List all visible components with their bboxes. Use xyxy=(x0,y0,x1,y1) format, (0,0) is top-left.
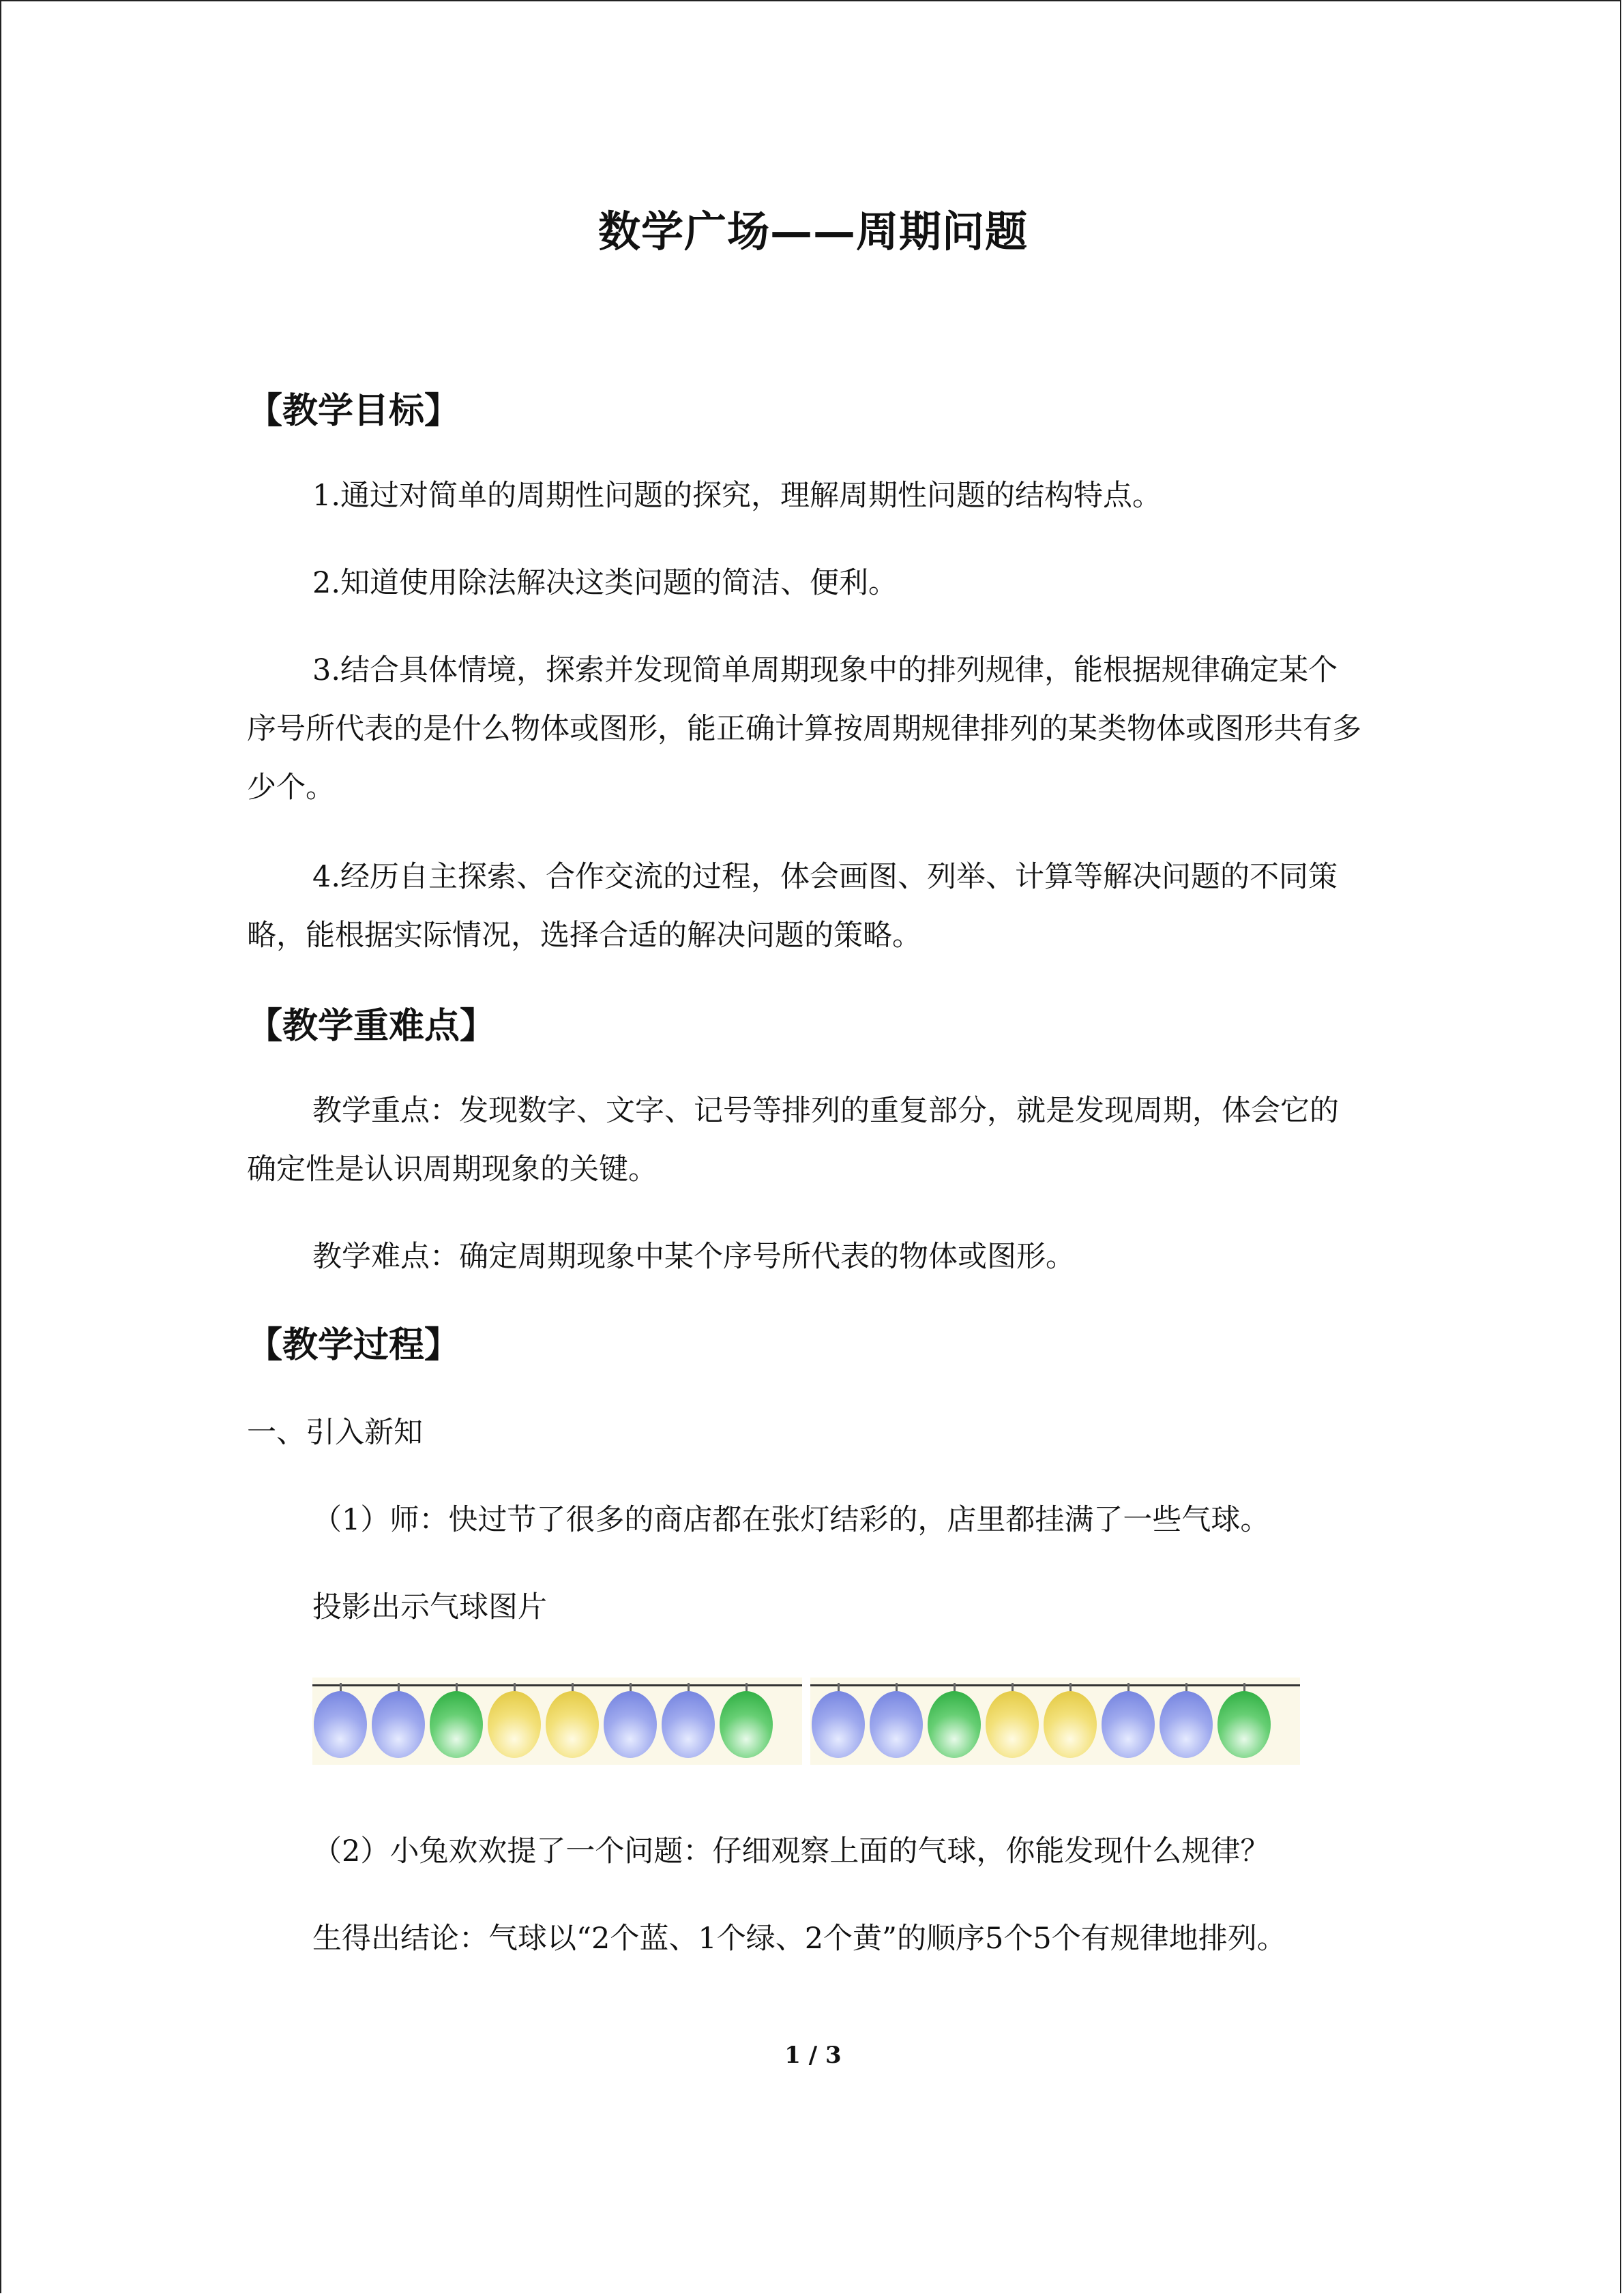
goal-item-3: 3.结合具体情境，探索并发现简单周期现象中的排列规律，能根据规律确定某个序号所代表的是什么物体或图形，能正确计算按周期规律排列的某类物体或图形共有多少个。 xyxy=(247,653,1361,805)
heading-key-points: 【教学重难点】 xyxy=(247,1006,496,1047)
heading-teaching-process: 【教学过程】 xyxy=(247,1325,460,1366)
key-point-difficulty: 教学难点：确定周期现象中某个序号所代表的物体或图形。 xyxy=(312,1240,1075,1274)
balloon-green xyxy=(928,1691,981,1758)
process-step-1: （1）师：快过节了很多的商店都在张灯结彩的，店里都挂满了一些气球。 xyxy=(312,1503,1270,1537)
page-number: 1 / 3 xyxy=(784,2042,842,2069)
balloon-green xyxy=(1217,1691,1271,1758)
balloon-green xyxy=(720,1691,773,1758)
balloon-blue xyxy=(870,1691,923,1758)
process-projection-note: 投影出示气球图片 xyxy=(312,1590,547,1624)
balloon-yellow xyxy=(1044,1691,1097,1758)
balloon-wire xyxy=(312,1684,802,1686)
key-point-focus: 教学重点：发现数字、文字、记号等排列的重复部分，就是发现周期，体会它的确定性是认识周期现象的关键。 xyxy=(247,1094,1339,1187)
document-title: 数学广场——周期问题 xyxy=(597,207,1028,256)
heading-teaching-goals: 【教学目标】 xyxy=(247,391,460,432)
balloon-wire xyxy=(810,1684,1300,1686)
balloon-blue xyxy=(1160,1691,1213,1758)
balloon-image xyxy=(312,1678,1301,1766)
process-subheading-intro: 一、引入新知 xyxy=(247,1416,423,1450)
balloon-blue xyxy=(314,1691,367,1758)
process-step-2: （2）小兔欢欢提了一个问题：仔细观察上面的气球，你能发现什么规律？ xyxy=(312,1834,1270,1868)
balloon-blue xyxy=(372,1691,425,1758)
balloon-green xyxy=(430,1691,483,1758)
balloon-blue xyxy=(812,1691,865,1758)
balloon-blue xyxy=(662,1691,715,1758)
goal-item-2: 2.知道使用除法解决这类问题的简洁、便利。 xyxy=(312,566,898,600)
goal-item-4: 4.经历自主探索、合作交流的过程，体会画图、列举、计算等解决问题的不同策略，能根据实际情况，选择合适的解决问题的策略。 xyxy=(247,860,1338,953)
balloon-yellow xyxy=(488,1691,541,1758)
balloon-blue xyxy=(1102,1691,1155,1758)
balloon-yellow xyxy=(986,1691,1039,1758)
balloon-yellow xyxy=(546,1691,599,1758)
process-conclusion: 生得出结论：气球以“2个蓝、1个绿、2个黄”的顺序5个5个有规律地排列。 xyxy=(312,1922,1286,1956)
balloon-blue xyxy=(604,1691,657,1758)
goal-item-1: 1.通过对简单的周期性问题的探究，理解周期性问题的结构特点。 xyxy=(312,479,1162,513)
